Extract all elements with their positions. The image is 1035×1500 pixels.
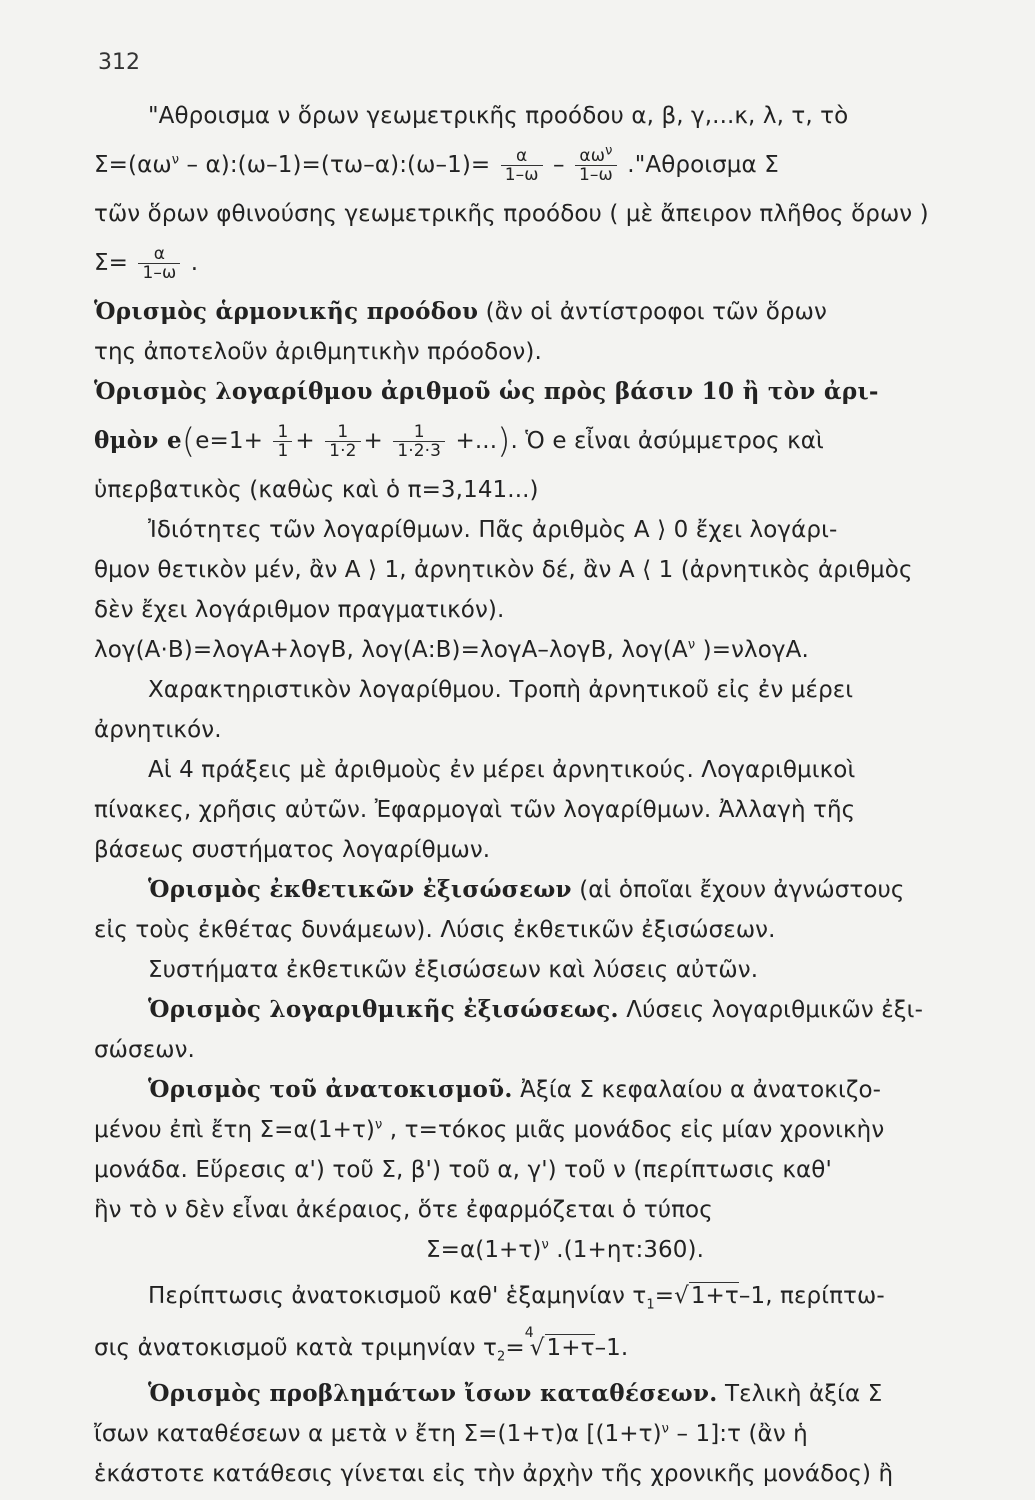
text-line: ἣν τὸ ν δὲν εἶναι ἀκέραιος, ὅτε ἐφαρμόζεται ὁ τύπος	[94, 1197, 713, 1223]
formula-line: $\Sigma=\alpha(1+\tau)^\nu$ .(1+ητ:360).	[425, 1237, 704, 1263]
text-line: Ὁρισμὸς ἐκθετικῶν ἐξισώσεων (αἱ ὁποῖαι ἔχουν ἀγνώστους	[148, 876, 905, 903]
fraction: $\frac{1}{1\cdot 2}$	[325, 423, 360, 460]
text-line: ἴσων καταθέσεων α μετὰ ν ἔτη Σ=(1+τ)α [$(1+\tau)^\nu$ – 1]:τ (ἂν ἡ	[94, 1421, 808, 1447]
text-line: δὲν ἔχει λογάριθμον πραγματικόν).	[94, 597, 505, 623]
section-heading: Ὁρισμὸς προβλημάτων ἴσων καταθέσεων.	[148, 1380, 718, 1407]
sqrt-sign: √	[674, 1283, 689, 1309]
fraction: $\frac{\alpha}{1-\omega}$	[501, 147, 543, 184]
fraction: $\frac{1}{1\cdot 2\cdot 3}$	[393, 423, 445, 460]
formula-line: Περίπτωσις ἀνατοκισμοῦ καθ' ἑξαμηνίαν $\tau_1=√1+\tau-1$, περίπτω-	[148, 1283, 885, 1313]
section-heading: Ὁρισμὸς λογαρίθμου ἀριθμοῦ ὡς πρὸς βάσιν 10 ἢ τὸν ἀρι-	[94, 378, 879, 405]
text-line: Ὁρισμὸς προβλημάτων ἴσων καταθέσεων. Τελικὴ ἀξία Σ	[148, 1380, 883, 1407]
text-line: ὑπερβατικὸς (καθὼς καὶ ὁ π=3,141...)	[94, 477, 539, 503]
section-heading: Ὁρισμὸς ἁρμονικῆς προόδου	[94, 298, 479, 325]
fraction: $\frac{\alpha}{1-\omega}$	[138, 245, 180, 282]
text-line: της ἀποτελοῦν ἀριθμητικὴν πρόοδον).	[94, 339, 542, 365]
section-heading: Ὁρισμὸς τοῦ ἀνατοκισμοῦ.	[148, 1076, 513, 1103]
text-line: σώσεων.	[94, 1037, 195, 1063]
text-line: πίνακες, χρῆσις αὐτῶν. Ἐφαρμογαὶ τῶν λογαρίθμων. Ἀλλαγὴ τῆς	[94, 797, 856, 823]
text-line: βάσεως συστήματος λογαρίθμων.	[94, 837, 491, 863]
fraction: $\frac{\alpha\omega^\nu}{1-\omega}$	[575, 147, 617, 184]
page-number: 312	[98, 50, 140, 75]
root-index: 4	[524, 1325, 534, 1341]
text-line: ἀρνητικόν.	[94, 717, 222, 743]
formula-line: Σ= $\frac{\alpha}{1-\omega}$ .	[94, 244, 199, 283]
text-line	[94, 372, 946, 412]
text-line: "Αθροισμα ν ὅρων γεωμετρικῆς προόδου α, β, γ,...κ, λ, τ, τὸ	[148, 103, 849, 129]
formula-line: $\Sigma=(\alpha\omega^\nu$ – α):(ω–1)=(τω–α):(ω–1)= $\frac{\alpha}{1-\omega}$ – $\frac{\alpha\omega^\nu}{1-\omega}$ ."Αθροισμα Σ	[94, 143, 779, 185]
text-line: εἰς τοὺς ἐκθέτας δυνάμεων). Λύσις ἐκθετικῶν ἐξισώσεων.	[94, 917, 776, 943]
text-line: Ὁρισμὸς τοῦ ἀνατοκισμοῦ. Ἀξία Σ κεφαλαίου α ἀνατοκιζο-	[148, 1076, 882, 1103]
fraction: $\frac{1}{1}$	[273, 423, 292, 460]
section-heading: Ὁρισμὸς λογαριθμικῆς ἐξισώσεως.	[148, 996, 619, 1023]
text-line: Χαρακτηριστικὸν λογαρίθμου. Τροπὴ ἀρνητικοῦ εἰς ἐν μέρει	[148, 677, 854, 703]
text-line: μονάδα. Εὕρεσις α') τοῦ Σ, β') τοῦ α, γ') τοῦ ν (περίπτωσις καθ'	[94, 1157, 832, 1183]
text-line: τῶν ὅρων φθινούσης γεωμετρικῆς προόδου ( μὲ ἄπειρον πλῆθος ὅρων )	[94, 201, 929, 227]
text-line: Ἰδιότητες τῶν λογαρίθμων. Πᾶς ἀριθμὸς Α ⟩ 0 ἔχει λογάρι-	[148, 517, 838, 543]
text-line: Αἱ 4 πράξεις μὲ ἀριθμοὺς ἐν μέρει ἀρνητικούς. Λογαριθμικοὶ	[148, 757, 856, 783]
text-line: θμον θετικὸν μέν, ἂν Α ⟩ 1, ἀρνητικὸν δέ, ἂν Α ⟨ 1 (ἀρνητικὸς ἀριθμὸς	[94, 557, 913, 583]
text-line: Ὁρισμὸς λογαριθμικῆς ἐξισώσεως. Λύσεις λογαριθμικῶν ἐξι-	[148, 996, 923, 1023]
text-line: λογ(Α·Β)=λογΑ+λογΒ, λογ(Α:Β)=λογΑ–λογΒ, $\lambda o\gamma(A^\nu$ )=νλογΑ.	[94, 637, 809, 663]
text-line: ἑκάστοτε κατάθεσις γίνεται εἰς τὴν ἀρχὴν τῆς χρονικῆς μονάδος) ἢ	[94, 1461, 894, 1487]
page-body	[94, 96, 946, 1494]
section-heading: Ὁρισμὸς ἐκθετικῶν ἐξισώσεων	[148, 876, 572, 903]
formula-line: σις ἀνατοκισμοῦ κατὰ τριμηνίαν $\tau_2=^4√1+\tau-1$.	[94, 1325, 629, 1365]
formula-line: θμὸν e(e=1+ $\frac{1}{1}$ + $\frac{1}{1\cdot 2}$ + $\frac{1}{1\cdot 2\cdot 3}$ +...). Ὁ e εἶναι ἀσύμμετρος καὶ	[94, 421, 824, 462]
text-line: μένου ἐπὶ ἔτη $\Sigma=\alpha(1+\tau)^\nu$ , τ=τόκος μιᾶς μονάδος εἰς μίαν χρονικὴν	[94, 1117, 885, 1143]
sqrt-sign: √	[529, 1335, 545, 1361]
text-line: Ὁρισμὸς ἁρμονικῆς προόδου (ἂν οἱ ἀντίστροφοι τῶν ὅρων	[94, 298, 827, 325]
text-line: Συστήματα ἐκθετικῶν ἐξισώσεων καὶ λύσεις αὐτῶν.	[148, 957, 759, 983]
